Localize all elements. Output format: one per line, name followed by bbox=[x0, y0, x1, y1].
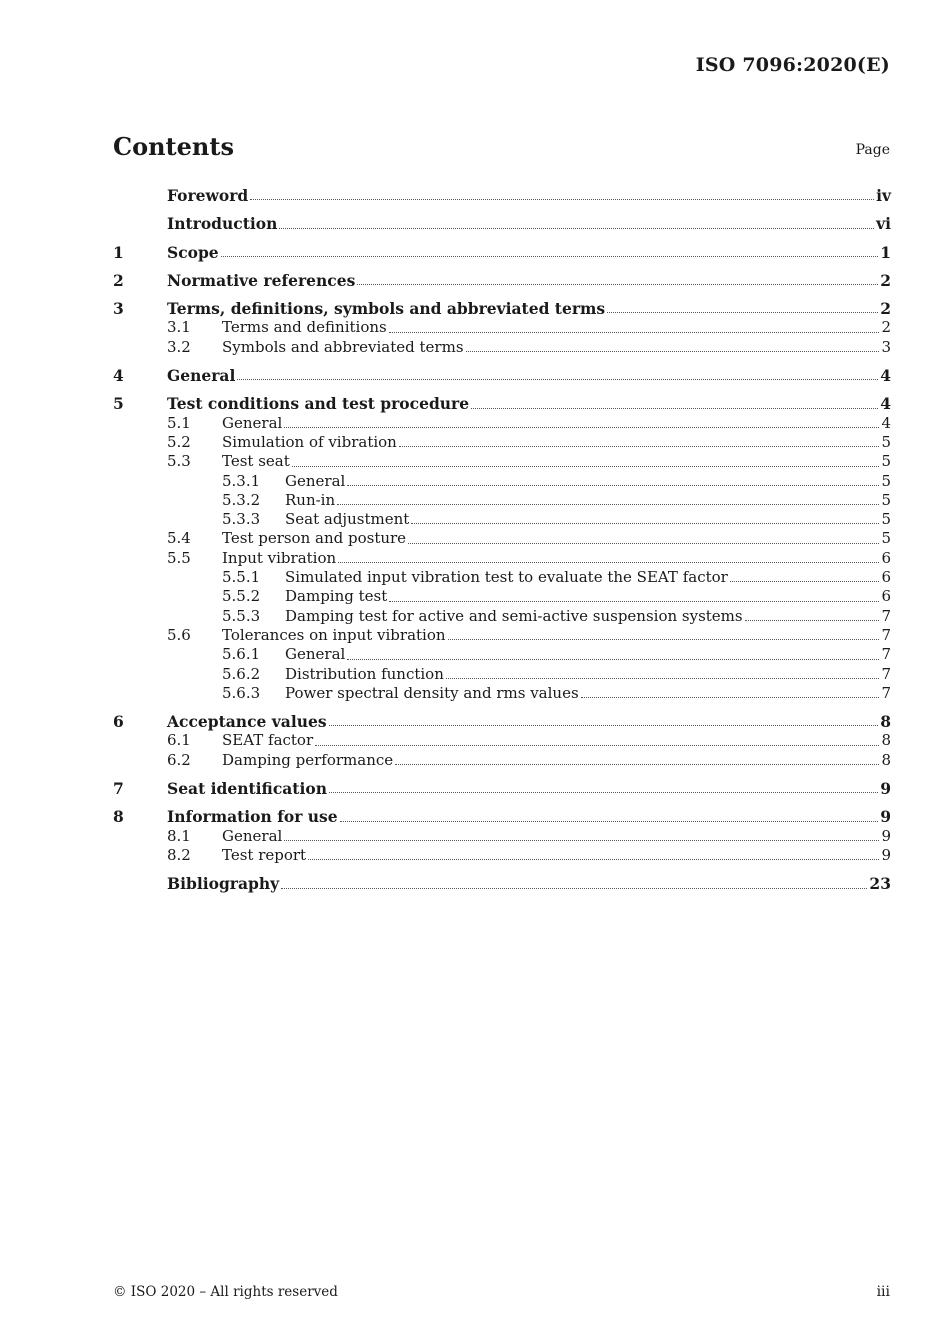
toc-dot-leader bbox=[730, 580, 880, 582]
toc-entry-number: 5.5.1 bbox=[222, 568, 261, 587]
toc-entry[interactable] bbox=[113, 338, 891, 357]
toc-dot-leader bbox=[389, 331, 880, 333]
toc-entry-page: 6 bbox=[881, 587, 891, 606]
toc-section-group bbox=[113, 394, 891, 703]
toc-entry[interactable] bbox=[113, 807, 891, 826]
toc-dot-leader bbox=[448, 638, 880, 640]
contents-heading: Contents bbox=[113, 132, 234, 161]
toc-dot-leader bbox=[347, 658, 879, 660]
toc-dot-leader bbox=[745, 619, 880, 621]
toc-entry-number: 6.2 bbox=[167, 750, 191, 769]
toc-dot-leader bbox=[337, 503, 879, 505]
toc-entry[interactable] bbox=[113, 827, 891, 846]
toc-entry-title: Simulated input vibration test to evaluate the SEAT factor bbox=[285, 568, 728, 587]
toc-entry-page: 3 bbox=[881, 337, 891, 356]
toc-dot-leader bbox=[279, 227, 874, 229]
toc-entry-page: 6 bbox=[881, 548, 891, 567]
toc-entry-page: 9 bbox=[881, 845, 891, 864]
toc-entry[interactable] bbox=[113, 626, 891, 645]
toc-entry-title: Damping performance bbox=[222, 750, 394, 769]
toc-dot-leader bbox=[357, 283, 878, 285]
toc-entry-title: Damping test bbox=[285, 587, 388, 606]
toc-entry-page: 5 bbox=[881, 490, 891, 509]
footer-copyright: © ISO 2020 – All rights reserved bbox=[113, 1284, 338, 1300]
toc-entry[interactable] bbox=[113, 607, 891, 626]
toc-entry-number: 5.6.3 bbox=[222, 683, 261, 702]
toc-dot-leader bbox=[395, 763, 879, 765]
toc-entry-title: Test person and posture bbox=[222, 529, 407, 548]
toc-entry-number: 5.2 bbox=[167, 432, 191, 451]
toc-entry-number: 3 bbox=[113, 299, 124, 319]
toc-entry-number: 6.1 bbox=[167, 731, 191, 750]
toc-entry-title: General bbox=[167, 366, 236, 386]
toc-dot-leader bbox=[607, 311, 878, 313]
toc-dot-leader bbox=[308, 858, 879, 860]
toc-entry[interactable] bbox=[113, 549, 891, 568]
toc-dot-leader bbox=[281, 887, 867, 889]
toc-entry[interactable] bbox=[113, 452, 891, 471]
toc-entry[interactable] bbox=[113, 318, 891, 337]
toc-dot-leader bbox=[284, 839, 879, 841]
toc-entry[interactable] bbox=[113, 645, 891, 664]
toc-entry-number: 1 bbox=[113, 242, 124, 262]
toc-entry-title: General bbox=[222, 413, 283, 432]
toc-entry[interactable] bbox=[113, 433, 891, 452]
footer-page-number: iii bbox=[876, 1284, 890, 1300]
toc-entry-page: 7 bbox=[881, 625, 891, 644]
toc-section-group bbox=[113, 807, 891, 865]
toc-entry-page: 7 bbox=[881, 606, 891, 625]
toc-entry-page: 8 bbox=[881, 731, 891, 750]
toc-dot-leader bbox=[237, 378, 878, 380]
toc-section-group bbox=[113, 874, 891, 893]
toc-entry-number: 3.2 bbox=[167, 337, 191, 356]
toc-entry-title: General bbox=[222, 826, 283, 845]
toc-entry-title: Seat identification bbox=[167, 779, 327, 799]
toc-entry-title: Damping test for active and semi-active suspension systems bbox=[285, 606, 743, 625]
toc-dot-leader bbox=[292, 465, 880, 467]
toc-section-group bbox=[113, 186, 891, 205]
toc-entry-title: Run-in bbox=[285, 490, 336, 509]
toc-dot-leader bbox=[329, 791, 878, 793]
toc-dot-leader bbox=[329, 724, 879, 726]
toc-section-group bbox=[113, 299, 891, 357]
toc-entry-page: 5 bbox=[881, 432, 891, 451]
toc-dot-leader bbox=[411, 522, 879, 524]
document-id: ISO 7096:2020(E) bbox=[695, 54, 890, 76]
toc-entry-number: 5.5 bbox=[167, 548, 191, 567]
toc-entry-page: 1 bbox=[880, 242, 891, 262]
toc-entry[interactable] bbox=[113, 510, 891, 529]
toc-entry-number: 5.3 bbox=[167, 452, 191, 471]
toc-dot-leader bbox=[471, 407, 878, 409]
toc-entry-number: 8.2 bbox=[167, 845, 191, 864]
toc-section-group bbox=[113, 779, 891, 798]
toc-entry-page: 4 bbox=[880, 394, 891, 414]
toc-entry-title: General bbox=[285, 471, 346, 490]
toc-entry[interactable] bbox=[113, 366, 891, 385]
toc-dot-leader bbox=[338, 561, 879, 563]
toc-entry[interactable] bbox=[113, 414, 891, 433]
toc-section-group bbox=[113, 712, 891, 770]
toc-entry[interactable] bbox=[113, 394, 891, 413]
toc-dot-leader bbox=[284, 426, 879, 428]
toc-entry[interactable] bbox=[113, 491, 891, 510]
toc-entry-page: 7 bbox=[881, 645, 891, 664]
toc-dot-leader bbox=[250, 198, 874, 200]
toc-entry-number: 5.3.1 bbox=[222, 471, 261, 490]
toc-section-group bbox=[113, 366, 891, 385]
toc-entry[interactable] bbox=[113, 472, 891, 491]
toc-entry-title: Simulation of vibration bbox=[222, 432, 397, 451]
toc-entry-page: 9 bbox=[880, 779, 891, 799]
toc-entry-number: 5.4 bbox=[167, 529, 191, 548]
toc-entry[interactable] bbox=[113, 529, 891, 548]
toc-entry-number: 5.5.2 bbox=[222, 587, 261, 606]
toc-entry-title: Distribution function bbox=[285, 664, 444, 683]
toc-entry[interactable] bbox=[113, 665, 891, 684]
toc-entry-number: 5.6.1 bbox=[222, 645, 261, 664]
toc-entry-page: vi bbox=[876, 214, 891, 234]
toc-entry[interactable] bbox=[113, 712, 891, 731]
toc-entry-title: Normative references bbox=[167, 270, 356, 290]
toc-entry-title: SEAT factor bbox=[222, 731, 314, 750]
toc-entry-title: Foreword bbox=[167, 186, 249, 205]
toc-entry[interactable] bbox=[113, 874, 891, 893]
toc-entry-page: 9 bbox=[880, 807, 891, 827]
toc-entry[interactable] bbox=[113, 751, 891, 770]
toc-entry-page: 5 bbox=[881, 471, 891, 490]
toc-entry-title: Tolerances on input vibration bbox=[222, 625, 446, 644]
toc-entry-title: Test conditions and test procedure bbox=[167, 394, 470, 414]
toc-entry-title: Terms and definitions bbox=[222, 318, 387, 337]
toc-dot-leader bbox=[315, 744, 879, 746]
toc-entry[interactable] bbox=[113, 779, 891, 798]
toc-entry-page: 2 bbox=[880, 270, 891, 290]
toc-entry-page: 5 bbox=[881, 510, 891, 529]
toc-entry-number: 3.1 bbox=[167, 318, 191, 337]
toc-entry-number: 4 bbox=[113, 366, 124, 386]
toc-entry[interactable] bbox=[113, 731, 891, 750]
toc-entry-number: 5.6.2 bbox=[222, 664, 261, 683]
toc-dot-leader bbox=[221, 255, 879, 257]
toc-entry-number: 6 bbox=[113, 712, 124, 732]
toc-entry-page: 9 bbox=[881, 826, 891, 845]
toc-dot-leader bbox=[389, 600, 879, 602]
toc-entry-title: Symbols and abbreviated terms bbox=[222, 337, 464, 356]
toc-entry-title: Test seat bbox=[222, 452, 290, 471]
toc-entry-page: 5 bbox=[881, 529, 891, 548]
toc-entry-page: 4 bbox=[881, 413, 891, 432]
toc-entry-title: Acceptance values bbox=[167, 712, 327, 732]
toc-entry-number: 5.5.3 bbox=[222, 606, 261, 625]
toc-entry-number: 5.3.2 bbox=[222, 490, 261, 509]
toc-entry-page: 23 bbox=[869, 874, 891, 894]
toc-entry-title: General bbox=[285, 645, 346, 664]
toc-entry-page: 7 bbox=[881, 664, 891, 683]
toc-dot-leader bbox=[581, 696, 880, 698]
toc-entry-page: 2 bbox=[880, 299, 891, 319]
toc-entry[interactable] bbox=[113, 299, 891, 318]
toc-entry[interactable] bbox=[113, 214, 891, 233]
table-of-contents bbox=[113, 186, 891, 903]
toc-entry-title: Introduction bbox=[167, 214, 278, 234]
toc-section-group bbox=[113, 243, 891, 262]
toc-entry-number: 5.1 bbox=[167, 413, 191, 432]
toc-entry-title: Power spectral density and rms values bbox=[285, 683, 579, 702]
toc-entry-title: Terms, definitions, symbols and abbreviated terms bbox=[167, 299, 606, 319]
toc-entry-page: 4 bbox=[880, 366, 891, 386]
toc-section-group bbox=[113, 214, 891, 233]
toc-entry-number: 5 bbox=[113, 394, 124, 414]
toc-entry[interactable] bbox=[113, 186, 891, 205]
toc-entry[interactable] bbox=[113, 243, 891, 262]
page-column-label: Page bbox=[855, 142, 890, 158]
toc-entry-number: 8 bbox=[113, 807, 124, 827]
toc-section-group bbox=[113, 271, 891, 290]
toc-entry-number: 5.3.3 bbox=[222, 510, 261, 529]
toc-entry-number: 8.1 bbox=[167, 826, 191, 845]
toc-entry-number: 7 bbox=[113, 779, 124, 799]
toc-entry[interactable] bbox=[113, 568, 891, 587]
toc-entry-page: 8 bbox=[881, 750, 891, 769]
toc-dot-leader bbox=[347, 484, 879, 486]
toc-dot-leader bbox=[408, 542, 879, 544]
toc-dot-leader bbox=[466, 350, 880, 352]
toc-entry[interactable] bbox=[113, 684, 891, 703]
toc-entry-page: 6 bbox=[881, 568, 891, 587]
toc-entry-page: 8 bbox=[880, 712, 891, 732]
toc-entry-page: 5 bbox=[881, 452, 891, 471]
toc-entry-title: Bibliography bbox=[167, 874, 280, 894]
toc-entry-page: 2 bbox=[881, 318, 891, 337]
toc-entry-page: iv bbox=[876, 186, 891, 205]
toc-entry-title: Seat adjustment bbox=[285, 510, 410, 529]
toc-entry-title: Scope bbox=[167, 242, 219, 262]
toc-dot-leader bbox=[446, 677, 880, 679]
toc-entry-number: 5.6 bbox=[167, 625, 191, 644]
toc-entry[interactable] bbox=[113, 587, 891, 606]
toc-entry[interactable] bbox=[113, 271, 891, 290]
toc-dot-leader bbox=[340, 820, 879, 822]
toc-entry-title: Input vibration bbox=[222, 548, 337, 567]
toc-entry-title: Information for use bbox=[167, 807, 338, 827]
toc-entry[interactable] bbox=[113, 846, 891, 865]
toc-dot-leader bbox=[399, 445, 880, 447]
toc-entry-number: 2 bbox=[113, 270, 124, 290]
toc-entry-title: Test report bbox=[222, 845, 307, 864]
toc-entry-page: 7 bbox=[881, 683, 891, 702]
